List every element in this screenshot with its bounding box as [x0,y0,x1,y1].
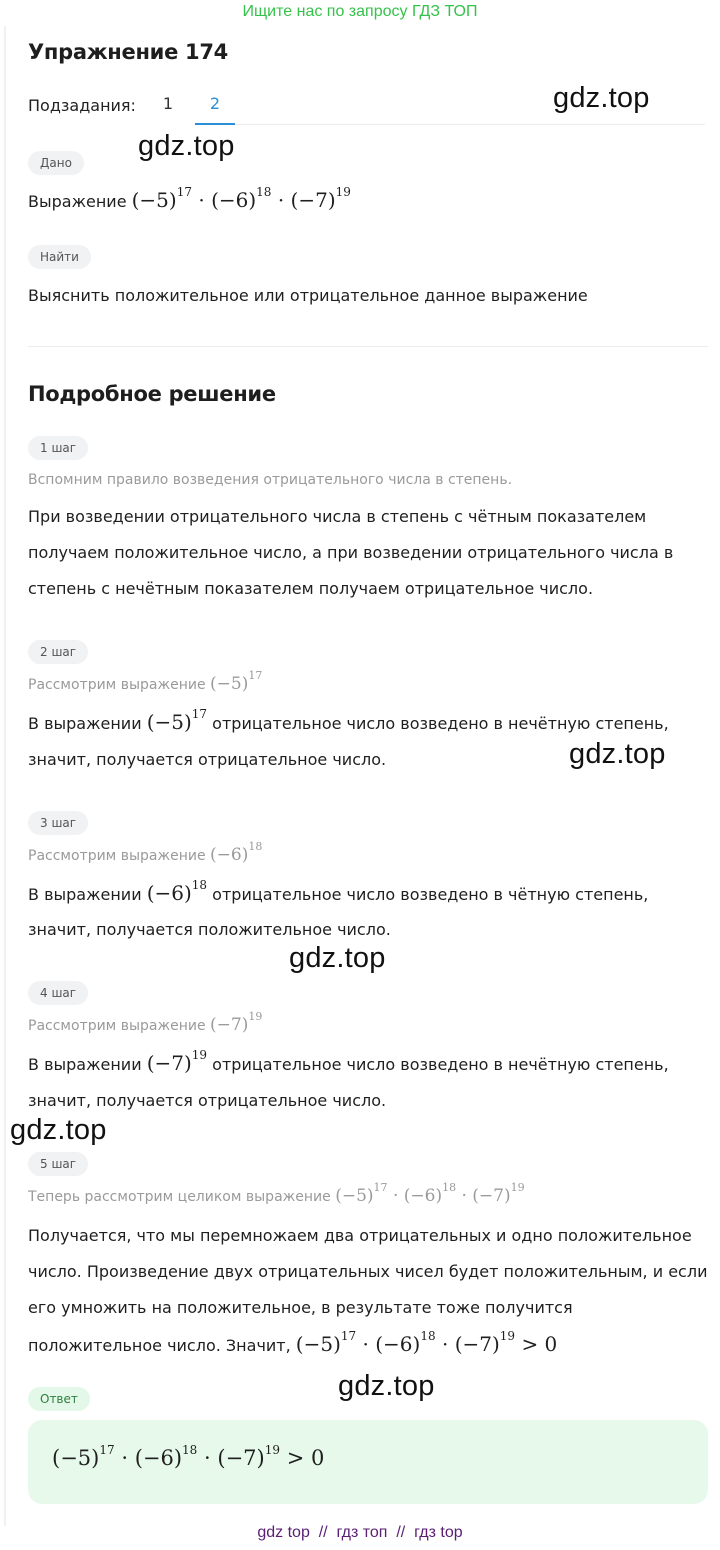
step-1-text: При возведении отрицательного числа в степень с чётным показателем получаем положительное число, а при возведении отрицательного числа в степень с нечётным показателем получаем отрицательное число. [28,507,674,598]
step-5-hint: Теперь рассмотрим целиком выражение $(-5)^{17} \cdot (-6)^{18} \cdot (-7)^{19}$ [28,1181,525,1206]
footer-link-1[interactable]: gdz top [257,1524,310,1541]
active-tab-indicator [195,123,235,125]
tabs-divider [235,124,705,125]
footer-link-3[interactable]: гдз top [414,1524,463,1541]
step-2-hint: Рассмотрим выражение $(-5)^{17}$ [28,669,263,694]
given-expression: $(-5)^{17} \cdot (-6)^{18} \cdot (-7)^{19}$ [131,185,351,212]
watermark-4: gdz.top [289,942,386,974]
given-prefix: Выражение [28,192,127,211]
answer-box [28,1420,708,1504]
step-2-line-2: значит, получается отрицательное число. [28,750,387,769]
subtask-tab-1[interactable]: 1 [162,94,174,113]
subtask-tab-2[interactable]: 2 [209,94,221,113]
watermark-6: gdz.top [338,1370,435,1402]
find-chip: Найти [28,245,91,269]
exercise-title: Упражнение 174 [28,40,228,64]
step-4-line-2: значит, получается отрицательное число. [28,1091,387,1110]
step-5-chip: 5 шаг [28,1152,88,1176]
step-2-line-1: В выражении $(-5)^{17}$ отрицательное число возведено в нечётную степень, [28,707,669,734]
watermark-5: gdz.top [10,1114,107,1146]
footer-link-2[interactable]: гдз топ [336,1524,388,1541]
find-text: Выяснить положительное или отрицательное данное выражение [28,286,588,305]
step-3-hint: Рассмотрим выражение $(-6)^{18}$ [28,840,263,865]
section-divider [28,346,708,347]
footer-links: gdz top // гдз топ // гдз top [257,1524,463,1541]
step-1-chip: 1 шаг [28,436,88,460]
step-4-hint: Рассмотрим выражение $(-7)^{19}$ [28,1010,263,1035]
watermark-1: gdz.top [553,82,650,114]
step-2-chip: 2 шаг [28,640,88,664]
step-3-line-2: значит, получается положительное число. [28,920,391,939]
watermark-3: gdz.top [569,738,666,770]
top-banner[interactable]: Ищите нас по запросу ГДЗ ТОП [242,3,478,20]
step-3-chip: 3 шаг [28,811,88,835]
step-3-line-1: В выражении $(-6)^{18}$ отрицательное число возведено в чётную степень, [28,878,649,905]
step-4-chip: 4 шаг [28,981,88,1005]
subtasks-label: Подзадания: [28,96,136,115]
step-1-hint: Вспомним правило возведения отрицательного числа в степень. [28,472,513,488]
solution-title: Подробное решение [28,382,276,406]
watermark-2: gdz.top [138,130,235,162]
answer-chip: Ответ [28,1387,90,1411]
given-chip: Дано [28,151,84,175]
step-4-line-1: В выражении $(-7)^{19}$ отрицательное число возведено в нечётную степень, [28,1048,669,1075]
answer-expression: $(-5)^{17} \cdot (-6)^{18} \cdot (-7)^{19} > 0$ [52,1443,325,1470]
step-5-text: Получается, что мы перемножаем два отрицательных и одно положительное число. Произведение двух отрицательных чисел будет положительным, и если его умножить на положительное, в результате тоже получится положительное число. Значит, $(-5)^{17} \cdot (-6)^{18} \cdot (-7)^{19} > 0$ [28,1226,708,1356]
card-edge [4,26,6,1526]
given-expression-line [28,185,351,212]
